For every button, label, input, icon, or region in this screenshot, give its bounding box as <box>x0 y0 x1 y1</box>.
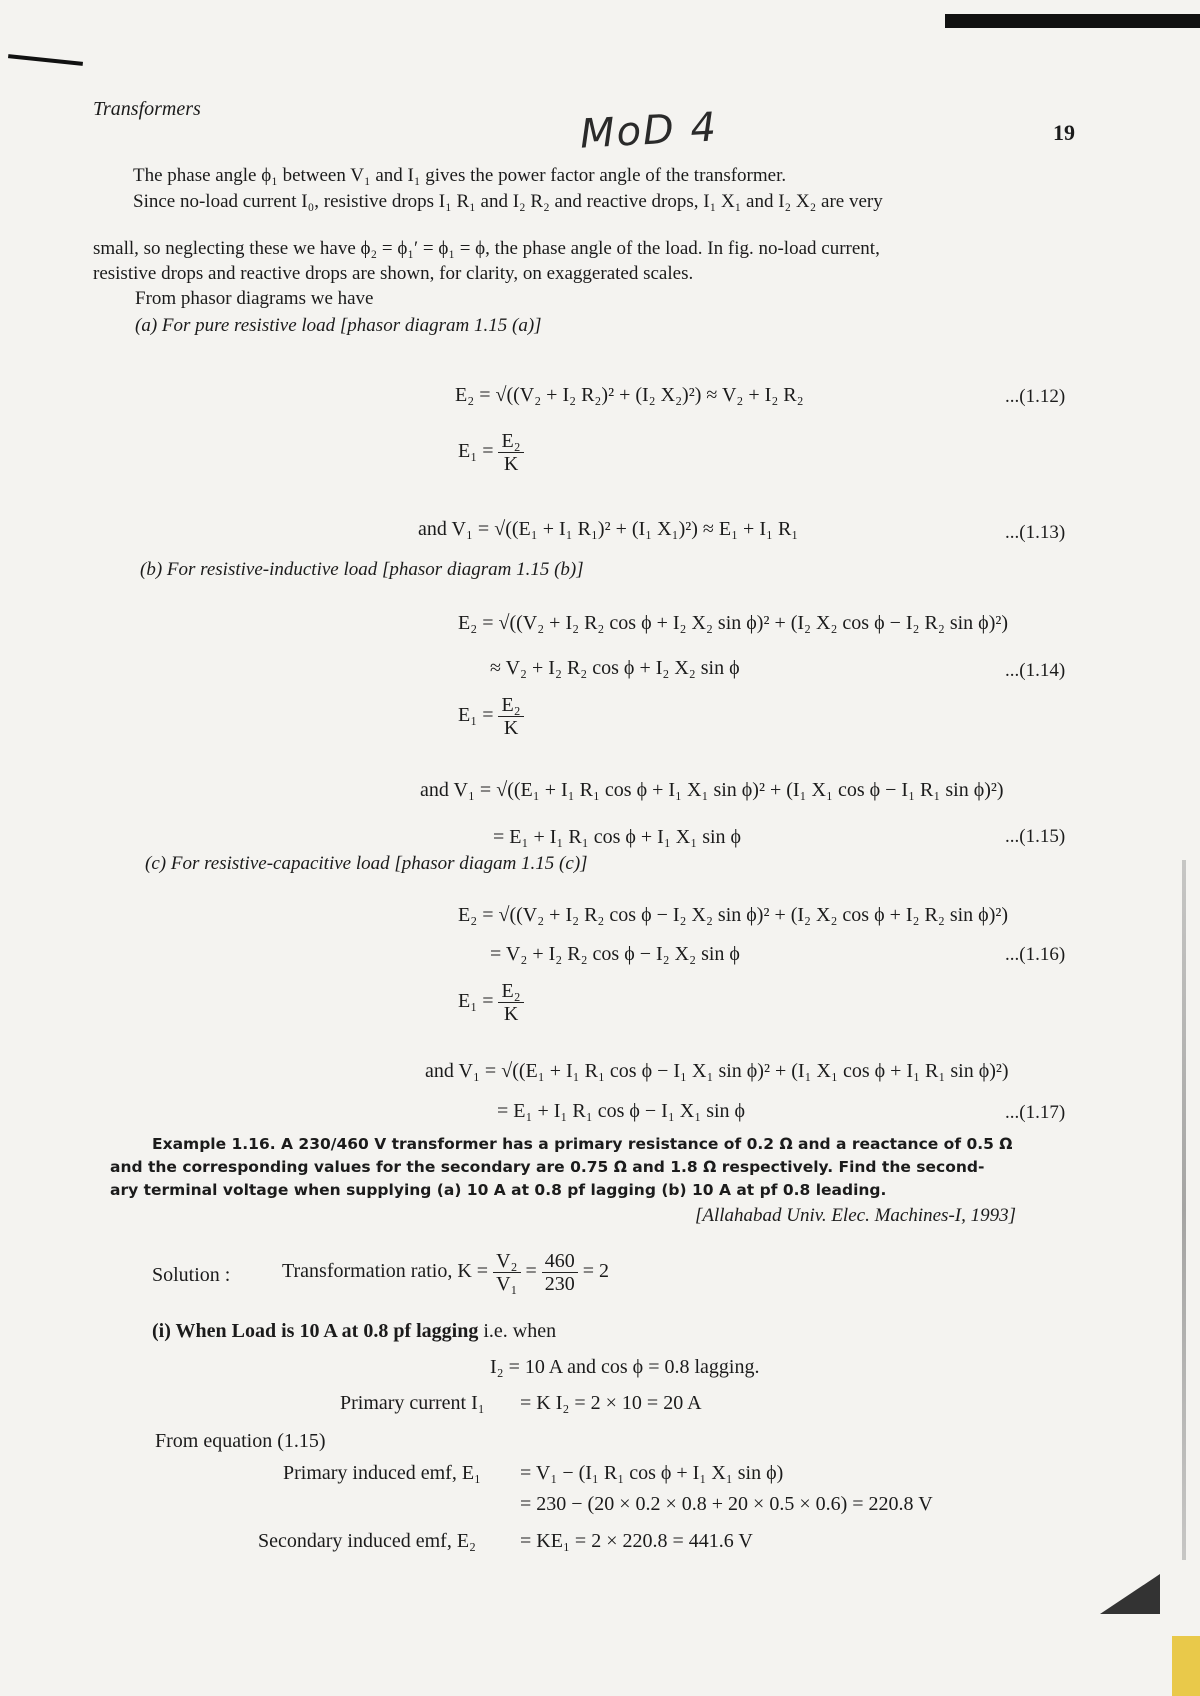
i2-line: I₂ = 10 A and cos ϕ = 0.8 lagging. <box>490 1356 760 1378</box>
fraction <box>498 430 523 475</box>
example-line-1: Example 1.16. A 230/460 V transformer has a primary resistance of 0.2 Ω and a reactance of 0.5 Ω <box>152 1135 1013 1153</box>
case-c-eq-3-number: ...(1.17) <box>1005 1102 1066 1123</box>
intro-line-1: The phase angle ϕ₁ between V₁ and I₁ gives the power factor angle of the transformer. <box>133 165 787 186</box>
case-c-eq-1b: = V₂ + I₂ R₂ cos ϕ − I₂ X₂ sin ϕ <box>490 943 740 965</box>
ratio-result: = 2 <box>582 1260 610 1283</box>
intro-line-5: From phasor diagrams we have <box>135 288 374 309</box>
fraction-numerator: 460 <box>542 1250 578 1273</box>
eq-lhs: E₁ = <box>458 704 494 727</box>
case-c-eq-3: and V₁ = √((E₁ + I₁ R₁ cos ϕ − I₁ X₁ sin ϕ)² + (I₁ X₁ cos ϕ + I₁ R₁ sin ϕ)²) <box>425 1060 1009 1082</box>
page-number: 19 <box>1053 120 1075 145</box>
case-i-prefix: (i) When Load is 10 A at 0.8 pf lagging <box>152 1320 479 1342</box>
fraction-denominator: K <box>503 453 519 475</box>
example-citation: [Allahabad Univ. Elec. Machines-I, 1993] <box>695 1205 1016 1226</box>
scan-top-bar <box>945 14 1200 28</box>
fraction <box>542 1250 578 1295</box>
fraction-denominator: V₁ <box>496 1273 518 1295</box>
case-a-eq-2 <box>458 430 524 475</box>
eq-lhs: E₁ = <box>458 990 494 1013</box>
primary-emf-value: = V₁ − (I₁ R₁ cos ϕ + I₁ X₁ sin ϕ) <box>520 1462 784 1484</box>
fraction <box>493 1250 520 1295</box>
case-a-eq-3: and V₁ = √((E₁ + I₁ R₁)² + (I₁ X₁)²) ≈ E₁ + I₁ R₁ <box>418 518 799 540</box>
fraction-numerator: E₂ <box>498 430 523 453</box>
fraction-numerator: E₂ <box>498 980 523 1003</box>
from-equation: From equation (1.15) <box>155 1430 326 1452</box>
fraction-numerator: V₂ <box>493 1250 520 1273</box>
primary-current-label: Primary current I₁ <box>340 1392 485 1414</box>
case-b-eq-1: E₂ = √((V₂ + I₂ R₂ cos ϕ + I₂ X₂ sin ϕ)² + (I₂ X₂ cos ϕ − I₂ R₂ sin ϕ)²) <box>458 612 1009 634</box>
intro-line-3: small, so neglecting these we have ϕ₂ = ϕ₁′ = ϕ₁ = ϕ, the phase angle of the load. In fig. no-load current, <box>93 238 880 259</box>
case-c-eq-2 <box>458 980 524 1025</box>
example-line-3: ary terminal voltage when supplying (a) 10 A at 0.8 pf lagging (b) 10 A at pf 0.8 leading. <box>110 1181 887 1199</box>
scan-left-mark <box>8 54 83 66</box>
case-a-eq-1-number: ...(1.12) <box>1005 386 1066 407</box>
eq-lhs: E₁ = <box>458 440 494 463</box>
handwritten-note: MoD 4 <box>578 104 720 158</box>
primary-emf-label: Primary induced emf, E₁ <box>283 1462 482 1484</box>
fraction <box>498 694 523 739</box>
fraction-numerator: E₂ <box>498 694 523 717</box>
secondary-emf-value: = KE₁ = 2 × 220.8 = 441.6 V <box>520 1530 753 1552</box>
case-b-eq-3: and V₁ = √((E₁ + I₁ R₁ cos ϕ + I₁ X₁ sin ϕ)² + (I₁ X₁ cos ϕ − I₁ R₁ sin ϕ)²) <box>420 779 1004 801</box>
intro-line-4: resistive drops and reactive drops are shown, for clarity, on exaggerated scales. <box>93 263 694 284</box>
ratio-text: Transformation ratio, K = <box>282 1260 489 1283</box>
case-b-eq-1b: ≈ V₂ + I₂ R₂ cos ϕ + I₂ X₂ sin ϕ <box>490 657 740 679</box>
case-i-suffix: i.e. when <box>483 1320 557 1342</box>
scan-yellow-corner <box>1172 1636 1200 1696</box>
page-corner-fold <box>1100 1574 1160 1614</box>
case-c-heading: (c) For resistive-capacitive load [phasor diagam 1.15 (c)] <box>145 853 588 874</box>
case-c-eq-3b: = E₁ + I₁ R₁ cos ϕ − I₁ X₁ sin ϕ <box>497 1100 746 1122</box>
case-b-eq-1-number: ...(1.14) <box>1005 660 1066 681</box>
running-head: Transformers <box>93 98 201 120</box>
scan-right-edge <box>1182 860 1186 1560</box>
intro-line-2: Since no-load current I₀, resistive drops I₁ R₁ and I₂ R₂ and reactive drops, I₁ X₁ and I₂ X₂ are very <box>133 191 883 212</box>
case-i-heading <box>152 1320 556 1343</box>
fraction <box>498 980 523 1025</box>
case-b-heading: (b) For resistive-inductive load [phasor diagram 1.15 (b)] <box>140 559 584 580</box>
case-a-heading: (a) For pure resistive load [phasor diagram 1.15 (a)] <box>135 315 542 336</box>
case-c-eq-1: E₂ = √((V₂ + I₂ R₂ cos ϕ − I₂ X₂ sin ϕ)² + (I₂ X₂ cos ϕ + I₂ R₂ sin ϕ)²) <box>458 904 1009 926</box>
fraction-denominator: K <box>503 1003 519 1025</box>
fraction-denominator: K <box>503 717 519 739</box>
case-a-eq-1: E₂ = √((V₂ + I₂ R₂)² + (I₂ X₂)²) ≈ V₂ + I₂ R₂ <box>455 384 804 406</box>
fraction-denominator: 230 <box>544 1273 575 1295</box>
solution-label: Solution : <box>152 1264 231 1286</box>
primary-emf-calc: = 230 − (20 × 0.2 × 0.8 + 20 × 0.5 × 0.6) = 220.8 V <box>520 1493 933 1515</box>
case-b-eq-2 <box>458 694 524 739</box>
secondary-emf-label: Secondary induced emf, E₂ <box>258 1530 477 1552</box>
transformation-ratio <box>282 1250 609 1295</box>
case-a-eq-3-number: ...(1.13) <box>1005 522 1066 543</box>
case-b-eq-3b: = E₁ + I₁ R₁ cos ϕ + I₁ X₁ sin ϕ <box>493 826 742 848</box>
primary-current-value: = K I₂ = 2 × 10 = 20 A <box>520 1392 702 1414</box>
case-b-eq-3-number: ...(1.15) <box>1005 826 1066 847</box>
equals-sign: = <box>525 1260 537 1283</box>
example-line-2: and the corresponding values for the secondary are 0.75 Ω and 1.8 Ω respectively. Find the second- <box>110 1158 985 1176</box>
case-c-eq-1-number: ...(1.16) <box>1005 944 1066 965</box>
